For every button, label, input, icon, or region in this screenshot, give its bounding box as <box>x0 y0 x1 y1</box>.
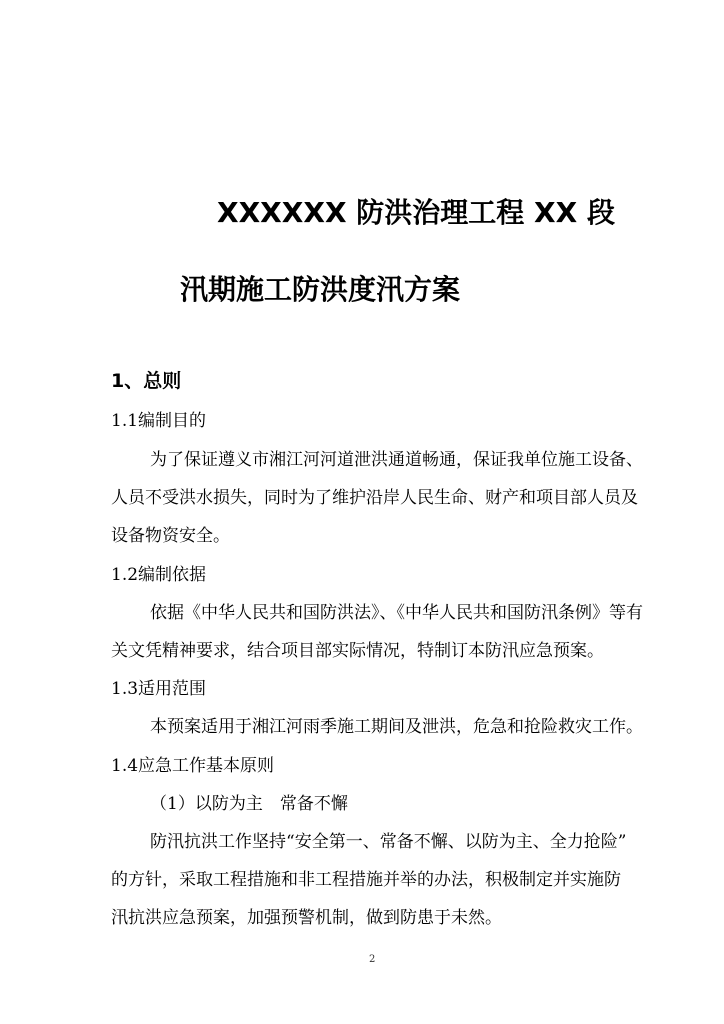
paragraph-line: 为了保证遵义市湘江河河道泄洪通道畅通，保证我单位施工设备、 <box>150 450 643 470</box>
subsection-heading-basis: 1.2编制依据 <box>111 565 207 585</box>
section-heading-general: 1、总则 <box>111 370 182 392</box>
paragraph-line: 依据《中华人民共和国防洪法》、《中华人民共和国防汛条例》等有 <box>150 603 643 623</box>
paragraph-line: 本预案适用于湘江河雨季施工期间及泄洪，危急和抢险救灾工作。 <box>150 717 643 737</box>
document-title-line-2: 汛期施工防洪度汛方案 <box>180 273 461 306</box>
subsection-heading-principles: 1.4应急工作基本原则 <box>111 756 275 776</box>
paragraph-line: 设备物资安全。 <box>111 526 230 546</box>
paragraph-line: 的方针，采取工程措施和非工程措施并举的办法，积极制定并实施防 <box>111 870 621 890</box>
paragraph-line: 人员不受洪水损失，同时为了维护沿岸人民生命、财产和项目部人员及 <box>111 488 638 508</box>
subsection-heading-scope: 1.3适用范围 <box>111 679 207 699</box>
paragraph-line: 关文凭精神要求，结合项目部实际情况，特制订本防汛应急预案。 <box>111 641 604 661</box>
page-number: 2 <box>369 954 376 965</box>
list-item: （1）以防为主 常备不懈 <box>150 794 348 814</box>
document-title-line-1: XXXXXX 防洪治理工程 XX 段 <box>217 196 615 229</box>
subsection-heading-purpose: 1.1编制目的 <box>111 411 207 431</box>
paragraph-line: 防汛抗洪工作坚持“安全第一、常备不懈、以防为主、全力抢险” <box>150 832 627 852</box>
paragraph-line: 汛抗洪应急预案，加强预警机制，做到防患于未然。 <box>111 908 502 928</box>
